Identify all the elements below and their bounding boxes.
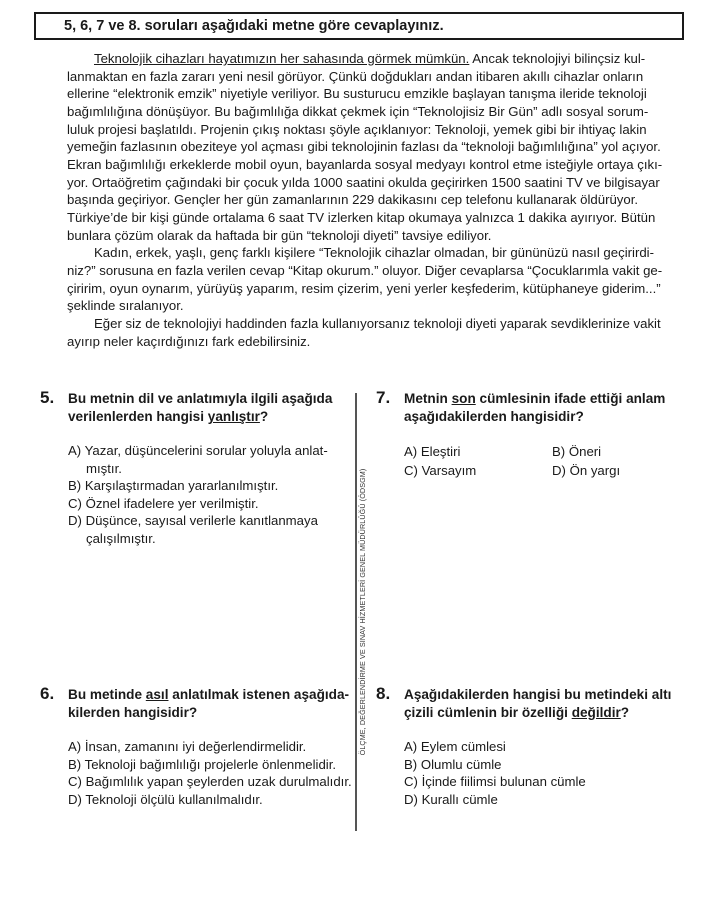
column-divider [355,393,357,831]
option-c[interactable]: C) Bağımlılık yapan şeylerden uzak durulmalıdır. [68,774,352,790]
passage-text: Ancak teknolojiyi bilinçsiz kul- [469,51,646,66]
question-stem-line: Aşağıdakilerden hangisi bu metindeki altı [404,687,672,702]
question-7-number: 7. [376,388,391,407]
passage-line [67,50,687,68]
passage-line: yor. Ortaöğretim çağındaki bir çocuk yılda 1000 saatini okulda geçirirken 1500 saatini TV ve bilgisayar [67,174,660,190]
passage-line: Kadın, erkek, yaşlı, genç farklı kişilere “Teknolojik cihazlar olmadan, bir gününüzü nasıl geçirirdi- [94,245,654,261]
option-b[interactable]: B) Teknoloji bağımlılığı projelerle önlenmelidir. [68,756,337,772]
question-stem-line: aşağıdakilerden hangisidir? [404,409,584,424]
passage-line: yemeğin fazlasının obeziteye yol açması gibi teknolojinin fazlası da “teknoloji bağımlılığına” yol açıyor. [67,139,661,155]
passage-line: lanmaktan en fazla zararı yeni nesil görüyor. Çünkü doğdukları andan itibaren akıllı cihazlar onların [67,68,644,84]
stem-underlined-word: yanlıştır [207,409,260,424]
stem-text: ? [620,705,630,720]
question-8-stem [404,686,671,722]
option-c[interactable]: C) İçinde fiilimsi bulunan cümle [404,774,586,790]
stem-text: verilenlerden hangisi [68,409,208,424]
passage-line: niz?” sorusuna en fazla verilen cevap “Kitap okurum.” oluyor. Diğer cevaplarsa “Çocuklarımla vakit ge- [67,262,663,278]
option-c[interactable]: C) Öznel ifadelere yer verilmiştir. [68,495,259,511]
passage-line: şeklinde sıralanıyor. [67,298,184,314]
question-stem-line [68,408,332,426]
question-stem-line [404,390,665,408]
option-a[interactable]: A) Yazar, düşüncelerini sorular yoluyla anlat- [68,443,328,458]
stem-underlined-word: asıl [145,687,169,702]
question-stem-line: kilerden hangisidir? [68,705,198,720]
instruction-text: 5, 6, 7 ve 8. soruları aşağıdaki metne göre cevaplayınız. [64,18,444,34]
option-b[interactable]: B) Karşılaştırmadan yararlanılmıştır. [68,478,279,494]
option-d[interactable]: D) Teknoloji ölçülü kullanılmalıdır. [68,791,263,807]
question-6-stem [68,686,349,722]
option-a[interactable]: A) Eylem cümlesi [404,739,506,754]
stem-text: anlatılmak istenen aşağıda- [168,687,350,702]
underlined-sentence: Teknolojik cihazları hayatımızın her sahasında görmek mümkün. [94,51,470,66]
passage-line: Türkiye’de bir kişi günde ortalama 6 saat TV izlerken kitap okumaya yalnızca 1 dakika ayırıyor. Bütün [67,209,656,225]
stem-text: Bu metinde [68,687,146,702]
question-6-options [68,738,352,808]
question-6-number: 6. [40,684,55,703]
passage-line: ellerine “elektronik emzik” niyetiyle veriliyor. Bu susturucu emzikle başlayan tanışma ileride teknoloji [67,86,647,102]
option-d[interactable]: D) Kurallı cümle [404,791,498,807]
question-8-number: 8. [376,684,391,703]
question-8-options [404,738,586,808]
option-b[interactable]: B) Olumlu cümle [404,756,502,772]
option-a-continued[interactable]: mıştır. [86,460,122,476]
question-5-number: 5. [40,388,55,407]
question-stem-line [404,704,671,722]
passage-line: Eğer siz de teknolojiyi haddinden fazla kullanıyorsanız teknoloji diyeti yaparak sevdiklerinize vakit [94,315,661,331]
stem-text: ? [259,409,269,424]
passage-line: bunlara çözüm olarak da haftada bir gün “teknoloji diyeti” tavsiye ediliyor. [67,227,492,243]
option-d[interactable]: D) Düşünce, sayısal verilerle kanıtlanmaya [68,513,318,529]
publisher-side-label: ÖLÇME, DEĞERLENDİRME VE SINAV HİZMETLERİ GENEL MÜDÜRLÜĞÜ (ÖDSGM) [358,468,367,756]
passage-line: bağımlılığına dönüşüyor. Bu bağımlılığa dikkat çekmek için “Teknolojisiz Bir Gün” adlı sosyal sorum- [67,103,649,119]
option-a[interactable]: A) İnsan, zamanını iyi değerlendirmelidir. [68,739,307,754]
stem-underlined-word: değildir [571,705,621,720]
option-a[interactable]: A) Eleştiri [404,444,461,459]
option-b[interactable]: B) Öneri [552,444,602,459]
passage-line: ayırıp neler kaçırdığınızı fark edebilirsiniz. [67,333,311,349]
passage-line: luluk projesi başlatıldı. Projenin çıkış noktası şöyle açıklanıyor: Teknoloji, yemek gibi bir ihtiyaç lakin [67,121,647,137]
passage-line: başında geçiriyor. Gençler her gün zamanlarının 229 dakikasını cep telefonu kullanarak öldürüyor. [67,192,639,208]
stem-text: çizili cümlenin bir özelliği [404,705,572,720]
option-d-continued[interactable]: çalışılmıştır. [86,530,156,546]
question-5-stem [68,390,332,426]
question-stem-line [68,686,349,704]
option-c[interactable]: C) Varsayım [404,463,477,478]
option-d[interactable]: D) Ön yargı [552,463,621,478]
stem-text: cümlesinin ifade ettiği anlam [475,391,666,406]
stem-text: Metnin [404,391,452,406]
stem-underlined-word: son [451,391,476,406]
passage-line: Ekran bağımlılığı erkeklerde mobil oyun, bayanlarda sosyal medyayı kontrol etme isteğiyle ortaya çıkı- [67,156,663,172]
reading-passage [67,50,687,350]
question-5-options [68,442,328,548]
question-stem-line: Bu metnin dil ve anlatımıyla ilgili aşağıda [68,391,333,406]
question-7-stem [404,390,665,426]
passage-line: çiririm, oyun oynarım, yürüyüş yaparım, resim çizerim, yeni yerler keşfederim, kütüphaneye giderim...” [67,280,661,296]
instruction-box [34,12,684,40]
